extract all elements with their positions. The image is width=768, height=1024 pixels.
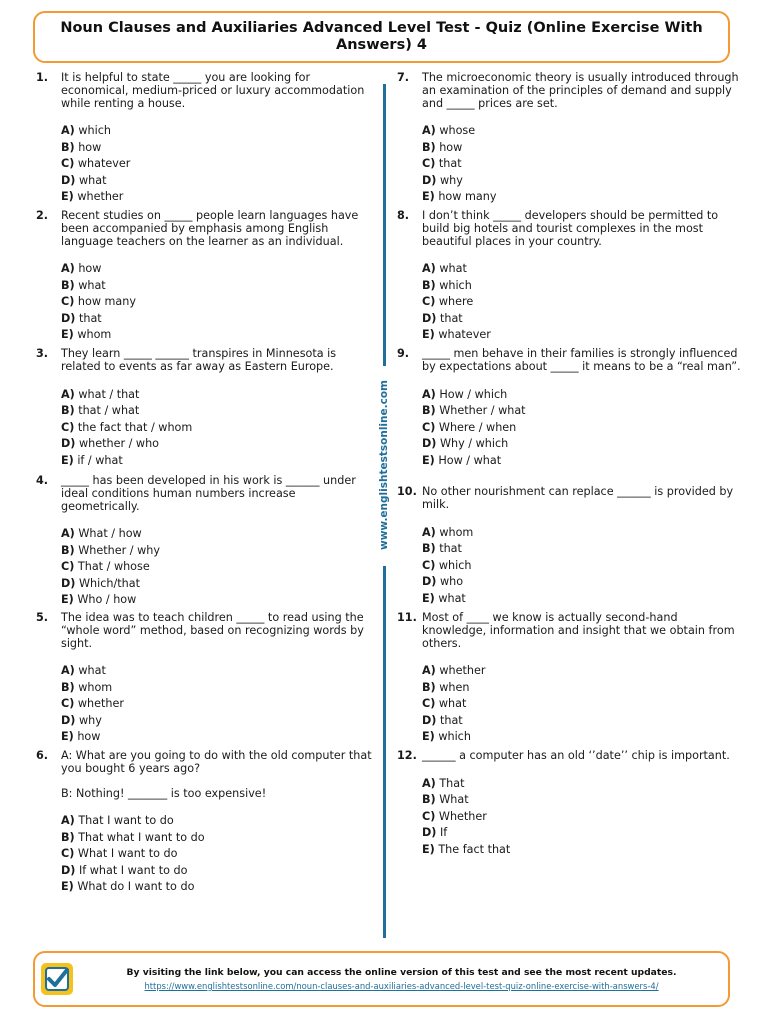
answer-option[interactable] [422, 327, 742, 344]
question-2 [36, 210, 372, 344]
option-text: when [439, 680, 470, 694]
answer-options [422, 776, 742, 859]
site-url-text: www.englishtestsonline.com [378, 380, 390, 550]
option-text: how [439, 140, 463, 154]
answer-options [61, 387, 372, 470]
option-text: The fact that [438, 842, 511, 856]
option-text: How / which [439, 387, 508, 401]
question-number: 7. [397, 71, 410, 84]
option-letter: C) [422, 558, 436, 572]
option-text: what [438, 697, 467, 711]
option-text: whether [439, 664, 486, 678]
question-10 [397, 486, 742, 607]
option-letter: E) [422, 591, 435, 605]
option-letter: C) [61, 560, 75, 574]
answer-option[interactable] [61, 576, 372, 593]
question-1 [36, 72, 372, 206]
question-9 [397, 348, 742, 469]
question-6 [36, 749, 376, 896]
option-letter: C) [61, 697, 75, 711]
answer-option[interactable] [422, 591, 742, 608]
answer-option[interactable] [422, 792, 742, 809]
option-text: What do I want to do [77, 880, 195, 894]
answer-option[interactable] [61, 696, 372, 713]
question-12 [397, 750, 742, 858]
question-text: _____ men behave in their families is strongly influenced by expectations about _____ it means to be a “real man”. [422, 347, 741, 373]
option-letter: E) [61, 328, 74, 342]
answer-option[interactable] [422, 525, 742, 542]
option-letter: A) [61, 814, 75, 828]
answer-option[interactable] [61, 189, 372, 206]
question-8 [397, 210, 742, 344]
option-letter: C) [422, 420, 436, 434]
footer-box [33, 951, 730, 1007]
option-text: whatever [77, 157, 131, 171]
option-letter: E) [422, 190, 435, 204]
option-text: how [78, 140, 102, 154]
answer-option[interactable] [422, 558, 742, 575]
answer-option[interactable] [61, 436, 372, 453]
question-11 [397, 612, 742, 746]
question-text: No other nourishment can replace ______ is provided by milk. [422, 485, 737, 511]
answer-option[interactable] [422, 574, 742, 591]
option-letter: A) [422, 387, 436, 401]
answer-option[interactable] [61, 140, 372, 157]
question-number: 4. [36, 474, 49, 487]
option-letter: B) [61, 278, 75, 292]
option-letter: B) [61, 140, 75, 154]
answer-option[interactable] [422, 809, 742, 826]
question-number: 8. [397, 209, 410, 222]
option-letter: B) [61, 543, 75, 557]
answer-option[interactable] [61, 311, 372, 328]
option-letter: A) [61, 387, 75, 401]
question-3 [36, 348, 372, 469]
question-number: 3. [36, 347, 49, 360]
answer-options [61, 526, 372, 609]
question-text: Most of ____ we know is actually second-hand knowledge, information and insight that we obtain from others. [422, 611, 739, 650]
option-letter: E) [61, 453, 74, 467]
column-divider-top [383, 84, 386, 366]
option-text: that [439, 713, 463, 727]
option-text: where [438, 295, 474, 309]
question-text: They learn _____ ______ transpires in Minnesota is related to events as far away as Eastern Europe. [61, 347, 340, 373]
answer-option[interactable] [422, 713, 742, 730]
option-text: That / whose [77, 560, 150, 574]
option-letter: C) [61, 847, 75, 861]
option-text: What / how [78, 527, 142, 541]
answer-option[interactable] [422, 123, 742, 140]
option-text: whether [77, 697, 124, 711]
option-text: what / that [78, 387, 140, 401]
question-text: ______ a computer has an old ‘’date’’ chip is important. [422, 749, 730, 762]
option-letter: D) [422, 173, 437, 187]
option-letter: C) [422, 295, 436, 309]
option-letter: C) [422, 697, 436, 711]
option-letter: B) [422, 404, 436, 418]
option-text: which [439, 278, 472, 292]
option-letter: E) [61, 190, 74, 204]
answer-option[interactable] [61, 846, 372, 863]
option-letter: A) [422, 124, 436, 138]
question-number: 1. [36, 71, 49, 84]
option-text: whether / who [78, 437, 160, 451]
answer-option[interactable] [61, 123, 372, 140]
option-letter: E) [422, 453, 435, 467]
answer-option[interactable] [61, 173, 372, 190]
answer-options [61, 123, 372, 206]
question-number: 2. [36, 209, 49, 222]
option-letter: E) [61, 880, 74, 894]
answer-options [422, 387, 742, 470]
option-text: Which/that [78, 576, 140, 590]
option-text: that [78, 311, 102, 325]
option-letter: D) [61, 437, 76, 451]
answer-option[interactable] [61, 713, 372, 730]
option-letter: C) [61, 157, 75, 171]
option-letter: A) [61, 527, 75, 541]
answer-option[interactable] [61, 403, 372, 420]
answer-option[interactable] [422, 663, 742, 680]
option-letter: A) [422, 262, 436, 276]
option-letter: B) [422, 793, 436, 807]
option-letter: D) [61, 713, 76, 727]
option-text: that / what [78, 404, 140, 418]
option-letter: C) [61, 295, 75, 309]
answer-option[interactable] [61, 830, 372, 847]
option-text: Whether / what [439, 404, 526, 418]
answer-option[interactable] [61, 680, 372, 697]
option-letter: B) [422, 542, 436, 556]
page-title: Noun Clauses and Auxiliaries Advanced Level Test - Quiz (Online Exercise With Answers) 4 [60, 20, 703, 53]
option-letter: B) [61, 830, 75, 844]
option-letter: D) [61, 311, 76, 325]
option-letter: E) [61, 730, 74, 744]
option-text: the fact that / whom [77, 420, 193, 434]
option-letter: D) [422, 437, 437, 451]
option-text: Whether / why [78, 543, 160, 557]
question-number: 10. [397, 485, 417, 498]
option-letter: A) [61, 664, 75, 678]
option-letter: B) [61, 404, 75, 418]
answer-option[interactable] [61, 526, 372, 543]
answer-option[interactable] [422, 776, 742, 793]
question-text: The microeconomic theory is usually introduced through an examination of the principles of demand and supply and _____ prices are set. [422, 71, 743, 110]
question-text: It is helpful to state _____ you are looking for economical, medium-priced or luxury accommodation while renting a house. [61, 71, 368, 110]
option-text: why [78, 713, 102, 727]
answer-option[interactable] [422, 261, 742, 278]
answer-options [61, 261, 372, 344]
option-letter: B) [61, 680, 75, 694]
answer-option[interactable] [422, 436, 742, 453]
option-text: what [438, 591, 466, 605]
answer-option[interactable] [422, 387, 742, 404]
option-text: if / what [77, 453, 123, 467]
question-number: 9. [397, 347, 410, 360]
answer-option[interactable] [61, 278, 372, 295]
question-number: 12. [397, 749, 417, 762]
option-text: what [439, 262, 467, 276]
answer-option[interactable] [61, 813, 372, 830]
option-letter: C) [422, 809, 436, 823]
option-letter: C) [422, 157, 436, 171]
answer-option[interactable] [61, 387, 372, 404]
option-letter: D) [61, 863, 76, 877]
answer-options [61, 813, 372, 896]
answer-option[interactable] [61, 729, 372, 746]
answer-option[interactable] [61, 663, 372, 680]
option-text: What [439, 793, 469, 807]
answer-option[interactable] [422, 696, 742, 713]
answer-option[interactable] [61, 879, 372, 896]
question-text: _____ has been developed in his work is ______ under ideal conditions human numbers increase geometrically. [61, 474, 360, 513]
answer-option[interactable] [422, 842, 742, 859]
answer-options [61, 663, 372, 746]
question-7 [397, 72, 742, 206]
question-text-line2: B: Nothing! _______ is too expensive! [61, 786, 267, 800]
option-letter: E) [61, 593, 74, 607]
option-text: whom [439, 525, 474, 539]
answer-option[interactable] [422, 140, 742, 157]
option-letter: E) [422, 328, 435, 342]
answer-option[interactable] [422, 173, 742, 190]
question-number: 5. [36, 611, 49, 624]
option-text: that [439, 311, 463, 325]
answer-option[interactable] [61, 327, 372, 344]
option-text: whose [439, 124, 476, 138]
option-text: how [78, 262, 102, 276]
answer-option[interactable] [422, 278, 742, 295]
option-letter: B) [422, 680, 436, 694]
option-text: Why / which [439, 437, 509, 451]
answer-option[interactable] [61, 559, 372, 576]
option-text: who [439, 575, 464, 589]
option-text: Whether [438, 809, 487, 823]
option-text: why [439, 173, 463, 187]
option-letter: E) [422, 730, 435, 744]
option-text: what [78, 173, 107, 187]
answer-option[interactable] [422, 189, 742, 206]
option-letter: A) [422, 525, 436, 539]
footer-link[interactable]: https://www.englishtestsonline.com/noun-clauses-and-auxiliaries-advanced-level-test-quiz-online-exercise-with-answers-4/ [144, 981, 659, 991]
option-text: how [77, 730, 101, 744]
question-text: I don’t think _____ developers should be permitted to build big hotels and tourist complexes in the most beautiful places in your country. [422, 209, 722, 248]
option-text: which [438, 730, 471, 744]
option-text: If what I want to do [78, 863, 188, 877]
answer-option[interactable] [422, 825, 742, 842]
answer-option[interactable] [61, 453, 372, 470]
question-text: Recent studies on _____ people learn languages have been accompanied by emphasis among English language teachers on the learner as an individual. [61, 209, 362, 248]
answer-option[interactable] [422, 420, 742, 437]
option-text: What I want to do [77, 847, 178, 861]
title-box [33, 11, 730, 63]
question-5 [36, 612, 372, 746]
option-letter: D) [422, 826, 437, 840]
question-number: 6. [36, 749, 49, 762]
option-text: what [78, 664, 106, 678]
option-letter: D) [61, 173, 76, 187]
question-text: A: What are you going to do with the old computer that you bought 6 years ago? [61, 749, 376, 775]
question-number: 11. [397, 611, 417, 624]
answer-option[interactable] [61, 294, 372, 311]
option-text: whether [77, 190, 124, 204]
question-text: The idea was to teach children _____ to read using the “whole word” method, based on recognizing words by sight. [61, 611, 368, 650]
option-letter: D) [422, 713, 437, 727]
option-text: How / what [438, 453, 502, 467]
answer-option[interactable] [422, 294, 742, 311]
option-text: whom [78, 680, 113, 694]
answer-options [422, 261, 742, 344]
option-letter: E) [422, 842, 435, 856]
option-text: which [438, 558, 472, 572]
answer-option[interactable] [422, 311, 742, 328]
answer-option[interactable] [422, 403, 742, 420]
answer-options [422, 123, 742, 206]
answer-option[interactable] [61, 156, 372, 173]
option-text: Who / how [77, 593, 137, 607]
question-4 [36, 475, 372, 609]
footer-message: By visiting the link below, you can access the online version of this test and see the most recent updates. [126, 967, 677, 978]
option-text: That I want to do [78, 814, 174, 828]
answer-options [422, 525, 742, 608]
answer-options [422, 663, 742, 746]
column-divider-bottom [383, 566, 386, 938]
option-letter: D) [422, 575, 437, 589]
answer-option[interactable] [422, 729, 742, 746]
option-letter: D) [61, 576, 76, 590]
option-text: that [439, 542, 462, 556]
option-text: That [439, 776, 465, 790]
option-text: that [438, 157, 462, 171]
option-text: what [78, 278, 106, 292]
option-letter: D) [422, 311, 437, 325]
checkbox-check-icon [40, 962, 74, 996]
option-text: Where / when [438, 420, 517, 434]
option-text: whatever [438, 328, 491, 342]
option-letter: B) [422, 278, 436, 292]
option-text: how many [77, 295, 136, 309]
answer-option[interactable] [422, 156, 742, 173]
answer-option[interactable] [61, 543, 372, 560]
answer-option[interactable] [422, 680, 742, 697]
answer-option[interactable] [61, 261, 372, 278]
answer-option[interactable] [61, 420, 372, 437]
option-letter: A) [61, 262, 75, 276]
answer-option[interactable] [61, 592, 372, 609]
option-letter: B) [422, 140, 436, 154]
option-letter: A) [61, 124, 75, 138]
answer-option[interactable] [422, 541, 742, 558]
option-text: which [78, 124, 111, 138]
answer-option[interactable] [422, 453, 742, 470]
option-letter: C) [61, 420, 75, 434]
option-letter: A) [422, 664, 436, 678]
option-text: whom [77, 328, 112, 342]
answer-option[interactable] [61, 863, 372, 880]
option-letter: A) [422, 776, 436, 790]
option-text: If [439, 826, 448, 840]
option-text: That what I want to do [78, 830, 205, 844]
option-text: how many [438, 190, 497, 204]
